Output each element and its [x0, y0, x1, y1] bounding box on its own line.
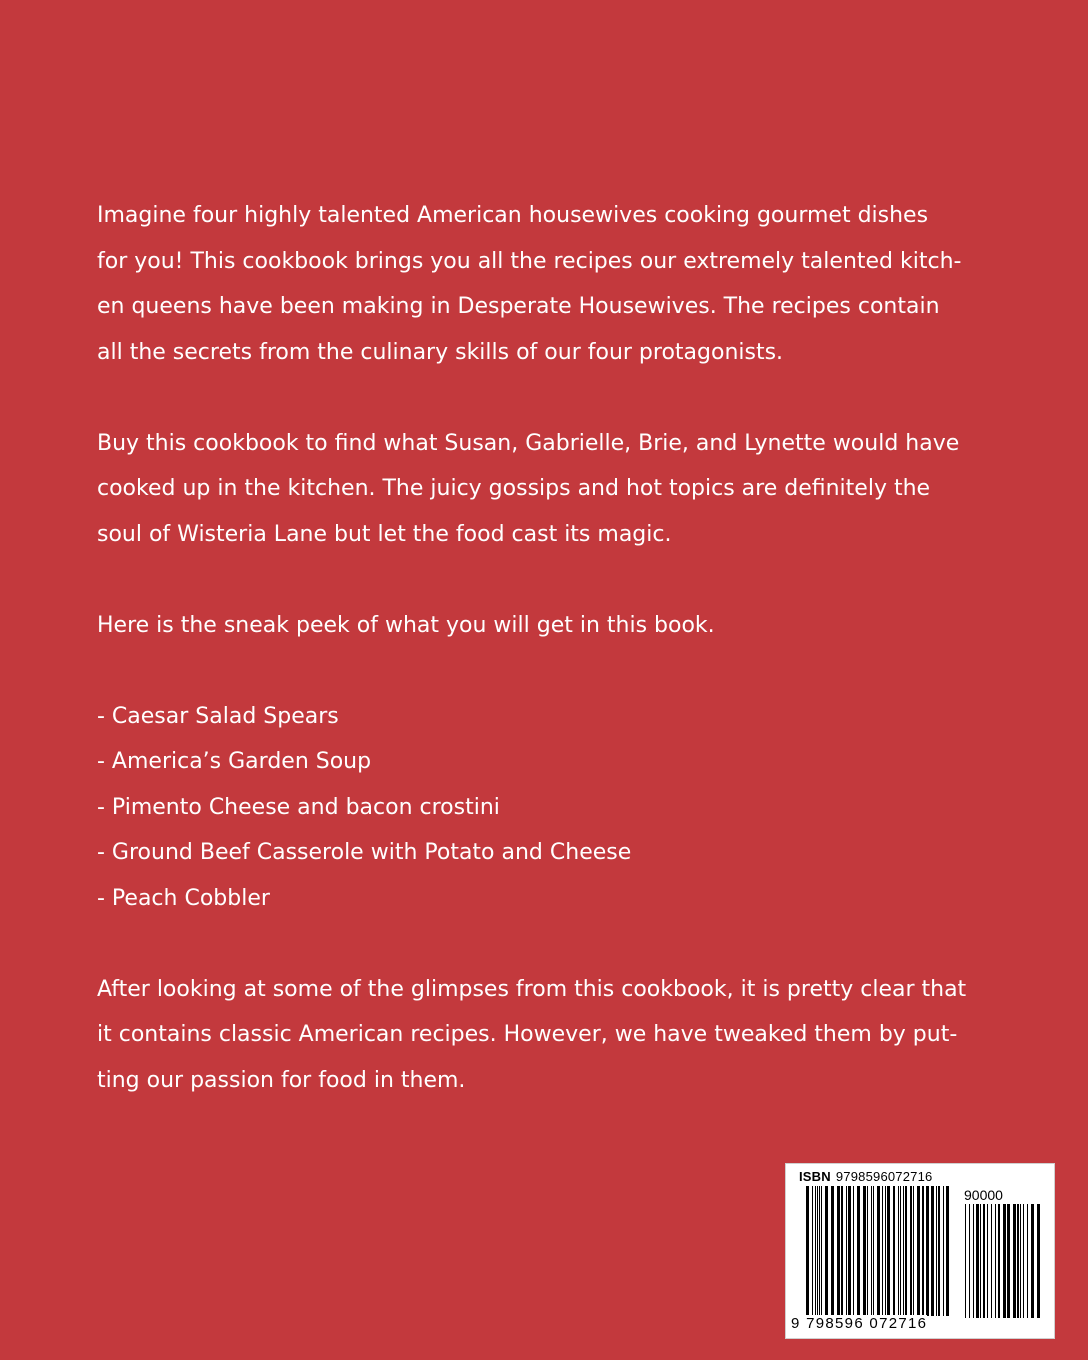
barcode-bar: [1031, 1204, 1034, 1318]
barcode-bar: [1027, 1204, 1028, 1318]
barcode-bar: [1037, 1204, 1040, 1318]
barcode-bar: [900, 1186, 901, 1316]
text-line: all the secrets from the culinary skills of our four protagonists.: [97, 339, 784, 365]
text-line: it contains classic American recipes. However, we have tweaked them by put-: [97, 1022, 958, 1047]
barcode-bar: [936, 1186, 937, 1316]
barcode-bar: [913, 1186, 914, 1316]
buy-paragraph: [97, 421, 997, 558]
barcode-bar: [887, 1186, 890, 1316]
barcode-bar: [873, 1186, 874, 1316]
text-line: en queens have been making in Desperate Housewives. The recipes contain: [97, 294, 940, 319]
barcode-bar: [991, 1204, 992, 1318]
barcode-bar: [825, 1186, 828, 1316]
barcode-bar: [812, 1186, 813, 1316]
barcode-bar: [995, 1204, 996, 1318]
barcode-bar: [926, 1186, 929, 1316]
paragraph-gap: [97, 921, 997, 967]
intro-paragraph: [97, 193, 997, 375]
barcode-bar: [871, 1186, 872, 1316]
barcode-bar: [846, 1186, 847, 1316]
barcode-bar: [885, 1186, 886, 1316]
main-barcode-bars: [805, 1186, 950, 1316]
barcode-bar: [943, 1186, 944, 1316]
barcode-bar: [969, 1204, 970, 1318]
barcode-bar: [922, 1186, 924, 1316]
recipe-item: - Caesar Salad Spears: [97, 703, 339, 729]
recipe-list: [97, 694, 997, 922]
barcode-bar: [1020, 1204, 1021, 1318]
back-cover-text: [97, 193, 997, 1103]
barcode-bar: [1003, 1204, 1006, 1318]
barcode-bar: [831, 1186, 834, 1316]
isbn-barcode: [785, 1163, 1055, 1339]
barcode-bar: [983, 1204, 985, 1318]
barcode-bar: [848, 1186, 851, 1316]
text-line: After looking at some of the glimpses from this cookbook, it is pretty clear that: [97, 976, 967, 1002]
barcode-bar: [938, 1186, 940, 1316]
barcode-bar: [815, 1186, 816, 1316]
barcode-bar: [973, 1204, 974, 1318]
paragraph-gap: [97, 375, 997, 421]
barcode-bar: [857, 1186, 860, 1316]
text-line: cooked up in the kitchen. The juicy gossips and hot topics are definitely the: [97, 476, 931, 501]
barcode-bar: [980, 1204, 981, 1318]
barcode-bar: [1023, 1204, 1024, 1318]
barcode-bar: [946, 1186, 949, 1316]
barcode-bar: [910, 1186, 912, 1316]
barcode-bar: [821, 1186, 822, 1316]
barcode-bar: [819, 1186, 820, 1316]
text-line: Imagine four highly talented American housewives cooking gourmet dishes: [97, 203, 929, 228]
paragraph-gap: [97, 557, 997, 603]
barcode-bar: [882, 1186, 883, 1316]
barcode-bar: [917, 1186, 920, 1316]
barcode-bar: [931, 1186, 934, 1316]
isbn-number: 9798596072716: [835, 1169, 933, 1184]
recipe-item: - Peach Cobbler: [97, 885, 270, 911]
addon-barcode-bars: [964, 1204, 1042, 1318]
barcode-bar: [867, 1186, 868, 1316]
isbn-prefix: ISBN: [799, 1169, 831, 1184]
text-line: for you! This cookbook brings you all the recipes our extremely talented kitch-: [97, 248, 962, 274]
barcode-bar: [853, 1186, 854, 1316]
barcode-bar: [1013, 1204, 1016, 1318]
barcode-bar: [841, 1186, 843, 1316]
barcode-bar: [863, 1186, 866, 1316]
barcode-bar: [976, 1204, 979, 1318]
barcode-bar: [1017, 1204, 1019, 1318]
price-code: 90000: [964, 1187, 1003, 1203]
barcode-bar: [998, 1204, 1000, 1318]
closing-paragraph: [97, 967, 997, 1104]
barcode-bar: [837, 1186, 840, 1316]
barcode-bar: [1007, 1204, 1010, 1318]
barcode-bar: [987, 1204, 988, 1318]
barcode-bar: [903, 1186, 904, 1316]
isbn-label: [799, 1169, 932, 1184]
recipe-item: - Pimento Cheese and bacon crostini: [97, 794, 500, 820]
barcode-bar: [965, 1204, 966, 1318]
barcode-bar: [898, 1186, 899, 1316]
barcode-human-readable: 9 798596 072716: [791, 1315, 928, 1332]
sneak-peek-line: Here is the sneak peek of what you will get in this book.: [97, 612, 715, 638]
text-line: Buy this cookbook to find what Susan, Gabrielle, Brie, and Lynette would have: [97, 430, 960, 456]
text-line: soul of Wisteria Lane but let the food cast its magic.: [97, 521, 672, 547]
recipe-item: - Ground Beef Casserole with Potato and Cheese: [97, 840, 632, 865]
barcode-bar: [817, 1186, 818, 1316]
barcode-bar: [806, 1186, 809, 1316]
barcode-bar: [893, 1186, 895, 1316]
barcode-bar: [905, 1186, 907, 1316]
paragraph-gap: [97, 648, 997, 694]
barcode-bar: [877, 1186, 880, 1316]
text-line: ting our passion for food in them.: [97, 1067, 466, 1093]
recipe-item: - America’s Garden Soup: [97, 749, 372, 774]
